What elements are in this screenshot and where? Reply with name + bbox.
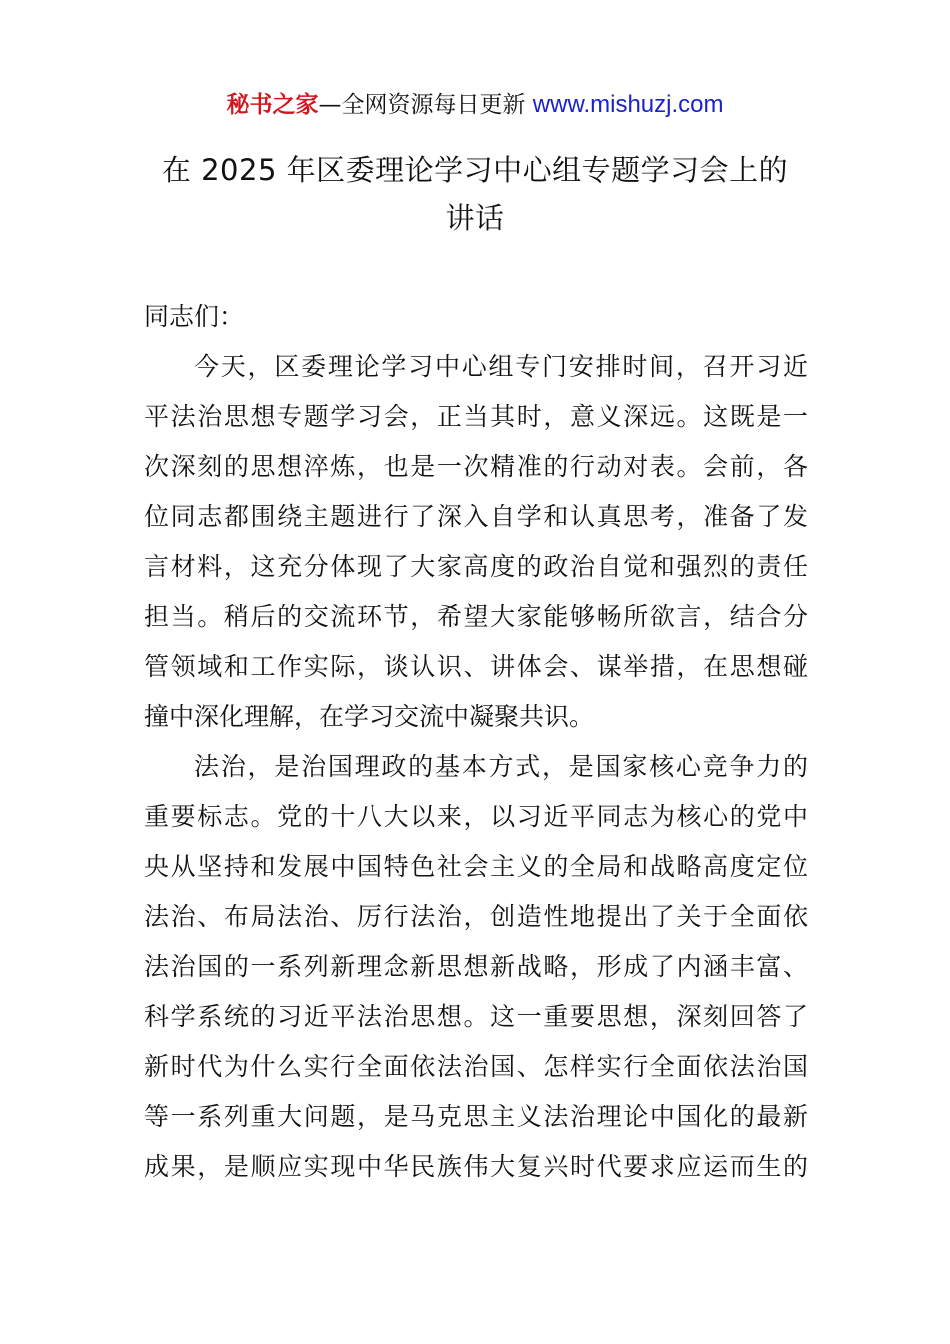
paragraph-1 [144,342,808,742]
paragraph-line: 重要标志。党的十八大以来，以习近平同志为核心的党中 [144,802,808,831]
paragraph-line: 位同志都围绕主题进行了深入自学和认真思考，准备了发 [144,502,808,531]
site-url-link[interactable]: www.mishuzj.com [532,91,724,118]
paragraph-line: 平法治思想专题学习会，正当其时，意义深远。这既是一 [144,402,808,431]
paragraph-2 [144,742,808,1192]
paragraph-line: 等一系列重大问题，是马克思主义法治理论中国化的最新 [144,1102,808,1131]
brand-tagline: —全网资源每日更新 [318,92,533,118]
paragraph-line: 言材料，这充分体现了大家高度的政治自觉和强烈的责任 [144,552,808,581]
paragraph-line: 法治、布局法治、厉行法治，创造性地提出了关于全面依 [144,902,808,931]
paragraph-line: 法治，是治国理政的基本方式，是国家核心竞争力的 [194,752,808,781]
paragraph-line: 成果，是顺应实现中华民族伟大复兴时代要求应运而生的 [144,1152,808,1181]
site-header [0,88,950,122]
paragraph-line: 央从坚持和发展中国特色社会主义的全局和战略高度定位 [144,852,808,881]
paragraph-line: 法治国的一系列新理念新思想新战略，形成了内涵丰富、 [144,952,808,981]
document-body [144,292,808,1192]
paragraph-line: 新时代为什么实行全面依法治国、怎样实行全面依法治国 [144,1052,808,1081]
title-line: 讲话 [445,201,505,235]
paragraph-line: 担当。稍后的交流环节，希望大家能够畅所欲言，结合分 [144,602,808,631]
salutation: 同志们： [144,302,245,331]
title-line: 在 2025 年区委理论学习中心组专题学习会上的 [161,153,789,187]
paragraph-line: 撞中深化理解，在学习交流中凝聚共识。 [144,702,595,731]
paragraph-line: 管领域和工作实际，谈认识、讲体会、谋举措，在思想碰 [144,652,808,681]
paragraph-line: 今天，区委理论学习中心组专门安排时间，召开习近 [194,352,808,381]
paragraph-line: 科学系统的习近平法治思想。这一重要思想，深刻回答了 [144,1002,808,1031]
brand-name: 秘书之家 [226,92,319,118]
paragraph-line: 次深刻的思想淬炼，也是一次精准的行动对表。会前，各 [144,452,808,481]
document-title [130,146,820,242]
